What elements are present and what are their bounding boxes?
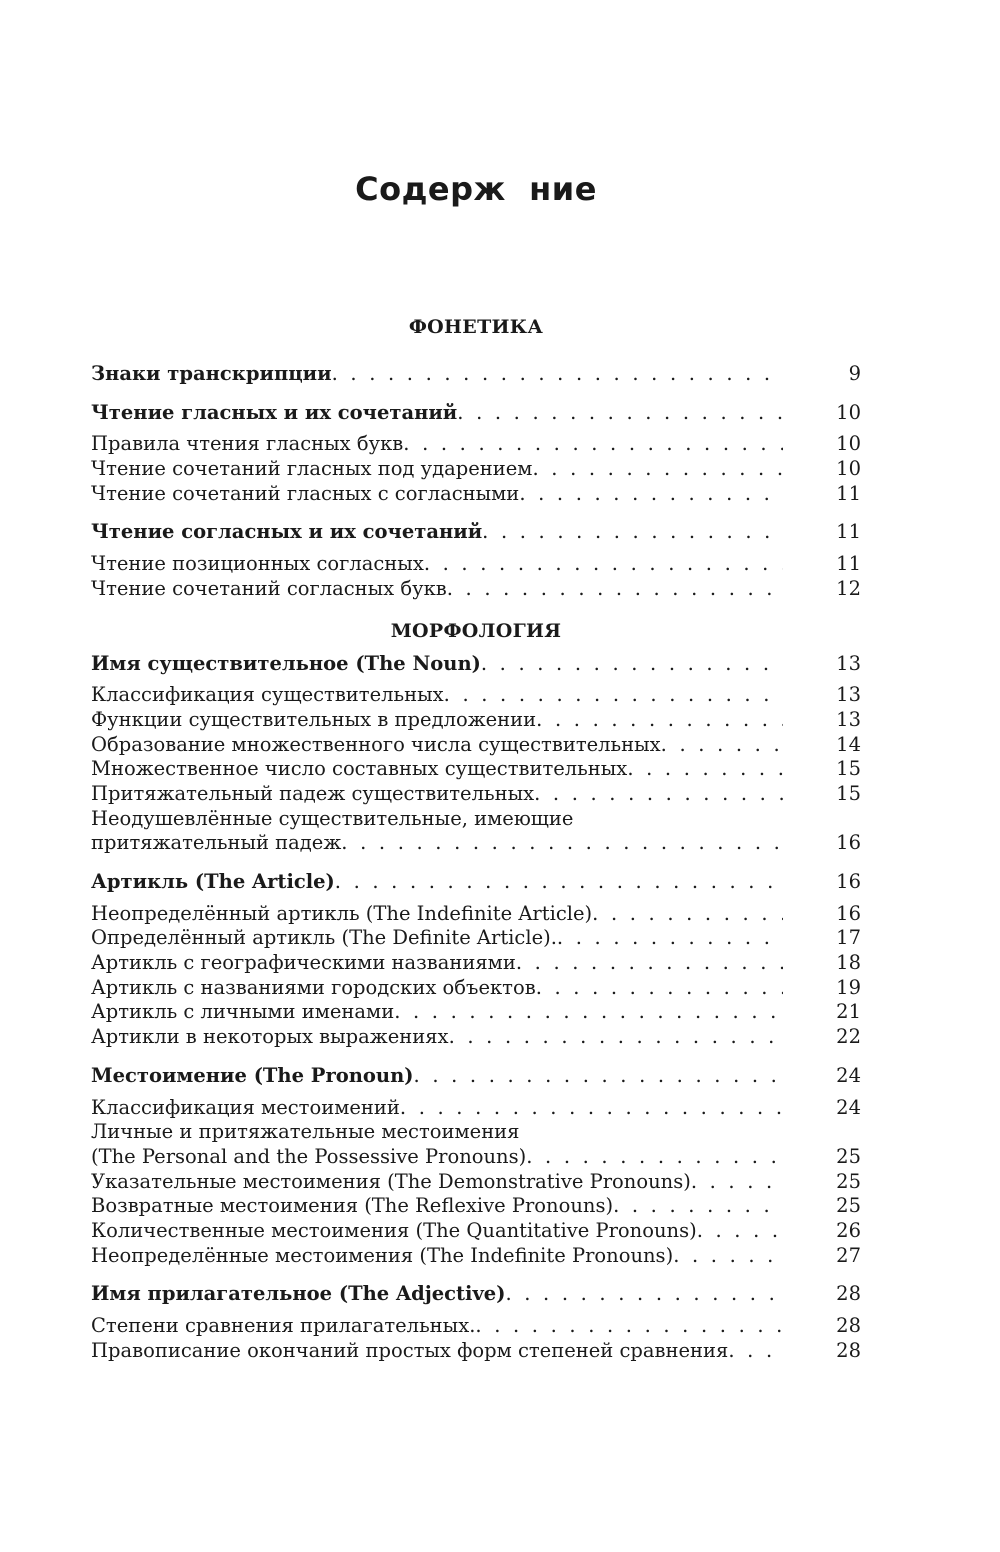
toc-item-label: Определённый артикль (The Definite Article). bbox=[91, 926, 557, 950]
toc-item-label: Функции существительных в предложении bbox=[91, 707, 537, 731]
dot-leader bbox=[335, 870, 783, 895]
toc-item[interactable] bbox=[91, 457, 861, 482]
toc-page-number: 24 bbox=[836, 1095, 861, 1119]
toc-item-label: Артикль с личными именами bbox=[91, 1000, 395, 1024]
dot-leader bbox=[534, 782, 783, 807]
dot-leader bbox=[536, 708, 783, 733]
dot-leader bbox=[475, 1314, 783, 1339]
toc-chapter[interactable] bbox=[91, 870, 861, 895]
dot-leader bbox=[728, 1339, 783, 1364]
toc-chapter[interactable] bbox=[91, 520, 861, 545]
toc-chapter-label: Имя прилагательное (The Adjective) bbox=[91, 1282, 506, 1306]
toc-item[interactable] bbox=[91, 683, 861, 708]
toc-item[interactable] bbox=[91, 1314, 861, 1339]
toc-chapter[interactable] bbox=[91, 1282, 861, 1307]
toc-page-number: 11 bbox=[836, 520, 861, 544]
dot-leader bbox=[394, 1000, 783, 1025]
toc-item[interactable] bbox=[91, 1096, 861, 1121]
toc-page-number: 15 bbox=[836, 781, 861, 805]
dot-leader bbox=[414, 1064, 783, 1089]
toc-chapter-label: Местоимение (The Pronoun) bbox=[91, 1063, 414, 1087]
toc-page-number: 27 bbox=[836, 1243, 861, 1267]
toc-item[interactable] bbox=[91, 1170, 861, 1195]
toc-item-label: Возвратные местоимения (The Reflexive Pronouns) bbox=[91, 1194, 614, 1218]
dot-leader bbox=[400, 1096, 783, 1121]
dot-leader bbox=[673, 1244, 783, 1269]
toc-item[interactable] bbox=[91, 1339, 861, 1364]
toc-item[interactable] bbox=[91, 577, 861, 602]
toc-item-label: Образование множественного числа существительных bbox=[91, 732, 661, 756]
toc-item[interactable] bbox=[91, 1000, 861, 1025]
toc-page-number: 16 bbox=[836, 831, 861, 855]
dot-leader bbox=[457, 401, 783, 426]
dot-leader bbox=[444, 683, 783, 708]
toc-page-number: 14 bbox=[836, 732, 861, 756]
toc-item[interactable] bbox=[91, 1219, 861, 1244]
toc-page-number: 10 bbox=[836, 457, 861, 481]
toc-chapter[interactable] bbox=[91, 362, 861, 387]
dot-leader bbox=[332, 362, 783, 387]
toc-page-number: 11 bbox=[836, 552, 861, 576]
dot-leader bbox=[661, 733, 783, 758]
toc-item-label: Артикль с географическими названиями bbox=[91, 951, 516, 975]
toc-item-label: Неопределённые местоимения (The Indefinite Pronouns) bbox=[91, 1243, 674, 1267]
toc-page-number: 25 bbox=[836, 1194, 861, 1218]
toc-page-number: 16 bbox=[836, 901, 861, 925]
toc-page-number: 15 bbox=[836, 757, 861, 781]
toc-page-number: 13 bbox=[836, 707, 861, 731]
toc-page-number: 10 bbox=[836, 432, 861, 456]
dot-leader bbox=[449, 1025, 783, 1050]
toc-chapter[interactable] bbox=[91, 1064, 861, 1089]
toc-item-label: Классификация местоимений bbox=[91, 1095, 400, 1119]
dot-leader bbox=[592, 902, 783, 927]
toc-item-label: Чтение позиционных согласных bbox=[91, 552, 424, 576]
dot-leader bbox=[697, 1219, 783, 1244]
toc-item-label: Указательные местоимения (The Demonstrative Pronouns) bbox=[91, 1169, 691, 1193]
toc-item[interactable] bbox=[91, 733, 861, 758]
toc-item[interactable] bbox=[91, 951, 861, 976]
toc-page-number: 12 bbox=[836, 576, 861, 600]
dot-leader bbox=[505, 1282, 783, 1307]
toc-item[interactable] bbox=[91, 432, 861, 457]
toc-page-number: 26 bbox=[836, 1218, 861, 1242]
toc-item-label: Правописание окончаний простых форм степеней сравнения bbox=[91, 1338, 729, 1362]
toc-page-number: 28 bbox=[836, 1338, 861, 1362]
toc-item-label: Притяжательный падеж существительных bbox=[91, 781, 535, 805]
toc-page-number: 28 bbox=[836, 1314, 861, 1337]
toc-chapter[interactable] bbox=[91, 401, 861, 426]
toc-item[interactable] bbox=[91, 757, 861, 782]
page-title: Содерж ние bbox=[355, 170, 597, 208]
toc-item[interactable] bbox=[91, 1025, 861, 1050]
toc-item-label: Чтение сочетаний согласных букв bbox=[91, 576, 447, 600]
toc-item-label: Классификация существительных bbox=[91, 683, 444, 707]
dot-leader bbox=[532, 457, 783, 482]
dot-leader bbox=[424, 552, 783, 577]
toc-item[interactable] bbox=[91, 708, 861, 733]
dot-leader bbox=[536, 976, 783, 1001]
toc-page-number: 10 bbox=[836, 400, 861, 424]
toc-page-number: 18 bbox=[836, 951, 861, 975]
dot-leader bbox=[341, 831, 783, 856]
toc-page-number: 13 bbox=[836, 651, 861, 675]
toc-chapter-label: Знаки транскрипции bbox=[91, 362, 332, 385]
toc-item[interactable] bbox=[91, 782, 861, 807]
toc-item[interactable] bbox=[91, 1145, 861, 1170]
toc-item-label: Артикль с названиями городских объектов bbox=[91, 975, 536, 999]
toc-item-label-line1: Неодушевлённые существительные, имеющие bbox=[91, 806, 574, 830]
toc-item-label: (The Personal and the Possessive Pronouns) bbox=[91, 1144, 527, 1168]
toc-item-label-line1: Личные и притяжательные местоимения bbox=[91, 1120, 520, 1144]
toc-chapter-label: Чтение гласных и их сочетаний bbox=[91, 400, 458, 424]
dot-leader bbox=[403, 432, 783, 457]
toc-item[interactable] bbox=[91, 1244, 861, 1269]
dot-leader bbox=[482, 520, 783, 545]
section-heading-phonetics: ФОНЕТИКА bbox=[408, 316, 544, 338]
toc-item-label: Чтение сочетаний гласных с согласными bbox=[91, 481, 520, 505]
toc-page-number: 19 bbox=[836, 975, 861, 999]
toc-page-number: 28 bbox=[836, 1282, 861, 1306]
toc-page-number: 25 bbox=[836, 1144, 861, 1168]
table-of-contents bbox=[91, 312, 861, 1363]
toc-item-label: Правила чтения гласных букв bbox=[91, 432, 404, 456]
toc-page-number: 13 bbox=[836, 683, 861, 707]
toc-page-number: 24 bbox=[836, 1063, 861, 1087]
toc-item-label: Множественное число составных существительных bbox=[91, 757, 628, 781]
section-heading-morphology: МОРФОЛОГИЯ bbox=[390, 619, 562, 642]
toc-item[interactable] bbox=[91, 926, 861, 951]
toc-page-number: 9 bbox=[848, 362, 861, 385]
toc-chapter-label: Чтение согласных и их сочетаний bbox=[91, 520, 483, 544]
toc-page-number: 16 bbox=[836, 870, 861, 893]
toc-item[interactable] bbox=[91, 1194, 861, 1219]
toc-item-label: Чтение сочетаний гласных под ударением bbox=[91, 457, 533, 481]
dot-leader bbox=[557, 926, 783, 951]
dot-leader bbox=[519, 482, 783, 507]
toc-page-number: 17 bbox=[836, 926, 861, 950]
toc-page-number: 11 bbox=[836, 481, 861, 505]
dot-leader bbox=[627, 757, 783, 782]
toc-page-number: 25 bbox=[836, 1169, 861, 1193]
dot-leader bbox=[526, 1145, 783, 1170]
toc-item[interactable] bbox=[91, 831, 861, 856]
toc-item-label: Артикли в некоторых выражениях bbox=[91, 1025, 449, 1049]
toc-item[interactable] bbox=[91, 902, 861, 927]
toc-item-label: Степени сравнения прилагательных. bbox=[91, 1314, 476, 1337]
toc-chapter[interactable] bbox=[91, 652, 861, 677]
toc-item-label: Количественные местоимения (The Quantitative Pronouns) bbox=[91, 1218, 697, 1242]
dot-leader bbox=[447, 577, 783, 602]
toc-item[interactable] bbox=[91, 976, 861, 1001]
toc-item[interactable] bbox=[91, 482, 861, 507]
toc-item[interactable] bbox=[91, 552, 861, 577]
toc-page-number: 22 bbox=[836, 1025, 861, 1049]
dot-leader bbox=[516, 951, 783, 976]
toc-chapter-label: Артикль (The Article) bbox=[91, 870, 335, 893]
toc-item-label: Неопределённый артикль (The Indefinite Article) bbox=[91, 901, 593, 925]
toc-item-label: притяжательный падеж bbox=[91, 831, 342, 855]
toc-chapter-label: Имя существительное (The Noun) bbox=[91, 651, 481, 675]
toc-page-number: 21 bbox=[836, 1000, 861, 1024]
dot-leader bbox=[691, 1170, 783, 1195]
dot-leader bbox=[481, 652, 783, 677]
dot-leader bbox=[613, 1194, 783, 1219]
